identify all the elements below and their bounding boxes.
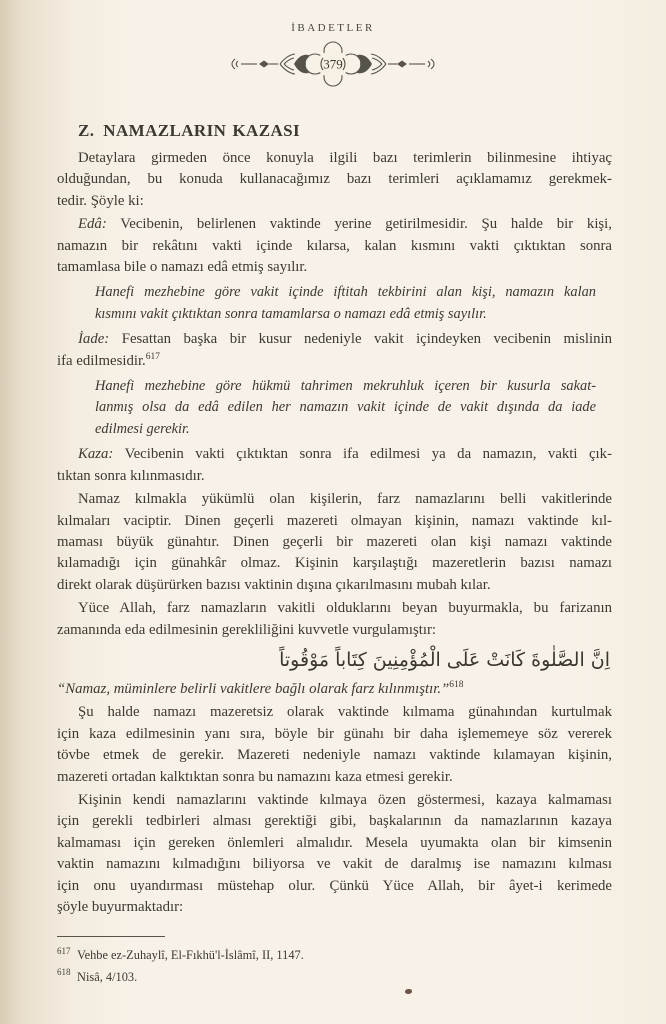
kaza-definition-line: Kaza: Vecibenin vakti çıktıktan sonra ifa edilmesi ya da namazın, vakti çık- [78,446,612,463]
verse-translation [57,679,612,700]
obligation-paragraph [57,489,612,596]
section-heading: Z. NAMAZLARIN KAZASI [78,121,301,140]
obligation-paragraph-line: kılmaları vaciptir. Dinen geçerli mazereti olmayan kişinin, namazı vaktinde kıl- [57,512,612,529]
hanefi-note-eda [95,282,596,325]
footnote-618: $^{618}$ Nisâ, 4/103. [57,967,138,984]
kaza-tovbe-paragraph-line: için kaza edilmesinin yanı sıra, böyle bir günahı bir daha işlememeye söz vererek [57,725,612,742]
footnote-617-text: Vehbe ez-Zuhaylî, El-Fıkhü'l-İslâmî, II, 1147. [77,948,304,962]
eda-definition [57,214,612,278]
footnote-divider [57,936,165,937]
iade-definition [57,329,612,372]
obligation-paragraph-line: kılamadığı için günahkâr olmaz. Kişinin karşılaştığı mazeretlerin bazısı namazı [57,555,612,572]
eda-definition-line: namazın bir rekâtını vakti içinde kılarsa, kalan kısmını vakti çıktıktan sonra [57,237,612,254]
verse-translation-line: “Namaz, müminlere belirli vakitlere bağlı olarak farz kılınmıştır.”$^{618}$ [57,680,464,697]
hanefi-note-eda-line: Hanefi mezhebine göre vakit içinde iftitah tekbirini alan kişi, namazın kalan [95,284,596,301]
intro-paragraph [57,148,612,212]
hanefi-note-iade [95,376,596,440]
hanefi-note-iade-line: Hanefi mezhebine göre hükmü tahrimen mekruhluk içeren bir kusurla sakat- [95,378,596,395]
running-header: İBADETLER [291,22,375,34]
precautions-paragraph [57,790,612,918]
right-flourish [357,54,434,74]
precautions-paragraph-line: için gerekli tedbirleri alması gerektiği gibi, başkalarının da namazlarının kazaya [57,813,612,830]
page-number: 379 [323,56,343,72]
footnote-618-text: Nisâ, 4/103. [77,969,138,984]
obligation-paragraph-line: direkt olarak düşürürken bazısı vaktinin dışına çıkarılmasını mubah kılar. [57,576,491,593]
hanefi-note-iade-line: lanmış olsa da edâ edilen her namazın vakit içinde de vakit dışında da iade [95,399,596,416]
intro-paragraph-line: tedir. Şöyle ki: [57,192,144,209]
allah-emphasis-paragraph [57,598,612,641]
hanefi-note-iade-line: edilmesi gerekir. [95,420,190,437]
allah-emphasis-paragraph-line: Yüce Allah, farz namazların vakitli olduklarını beyan buyurmakla, bu farizanın [78,600,612,617]
hanefi-note-eda-line: kısmını vakit çıktıktan sonra tamamlarsa o namazı edâ etmiş sayılır. [95,305,487,322]
kaza-definition [57,444,612,487]
obligation-paragraph-line: Namaz kılmakla yükümlü olan kişilerin, farz namazlarını belli vakitlerinde [78,491,612,508]
allah-emphasis-paragraph-line: zamanında eda edilmesinin gerekliliğini kuvvetle vurgulamıştır: [57,621,437,638]
kaza-tovbe-paragraph [57,702,612,788]
quran-verse-arabic: اِنَّ الصَّلٰوةَ كَانَتْ عَلَى الْمُؤْمِنِينَ كِتَاباً مَوْقُوتاً [279,648,610,671]
precautions-paragraph-line: için onu uyandırması müstehap olur. Çünkü Yüce Allah, bir âyet-i kerimede [57,877,612,894]
footnote-617: $^{617}$ Vehbe ez-Zuhaylî, El-Fıkhü'l-İslâmî, II, 1147. [57,945,304,962]
footnotes [57,936,612,988]
intro-paragraph-line: Detaylara girmeden önce konuyla ilgili bazı terimlerin bilinmesine ihtiyaç [78,150,612,166]
text-blocks [57,121,612,918]
precautions-paragraph-line: şöyle buyurmaktadır: [57,899,184,915]
precautions-paragraph-line: vaktin namazını kılmadığını biliyorsa ve vakit de daralmış ise namazını kılması [57,856,612,873]
iade-definition-line: İade: Fesattan başka bir kusur nedeniyle vakit içindeyken vecibenin mislinin [78,331,612,348]
kaza-tovbe-paragraph-line: mazereti ortadan kalktıktan sonra bu namazını kaza etmesi gerekir. [57,768,453,785]
page-number-ornament [228,40,438,88]
eda-definition-line: tamamlasa bile o namazı edâ etmiş sayılır. [57,259,308,276]
obligation-paragraph-line: maması büyük günahtır. Dinen geçerli bir mazereti olan kişi namazı vaktinde [57,533,612,550]
kaza-tovbe-paragraph-line: Şu halde namazı mazeretsiz olarak vaktinde kılmama günahından kurtulmak [78,704,612,721]
kaza-definition-line: tıktan sonra kılınmasıdır. [57,467,205,484]
precautions-paragraph-line: Kişinin kendi namazlarını vaktinde kılmaya özen göstermesi, kazaya kalmaması [78,791,612,808]
kaza-tovbe-paragraph-line: tövbe etmek de gerekir. Mazereti nedeniyle namazı vaktinde kılamayan kişinin, [57,747,612,764]
precautions-paragraph-line: kalmaması için gereken önlemleri almalıdır. Mesela uyumakta olan bir kimsenin [57,834,612,851]
left-flourish [232,54,309,74]
eda-definition-line: Edâ: Vecibenin, belirlenen vaktinde yerine getirilmesidir. Şu halde bir kişi, [78,216,612,233]
intro-paragraph-line: olduğundan, bu konuda kullanacağımız bazı terimleri açıklamamız gerekmek- [57,171,612,188]
scan-speck [405,989,412,994]
iade-definition-line: ifa edilmesidir.$^{617}$ [57,351,161,369]
